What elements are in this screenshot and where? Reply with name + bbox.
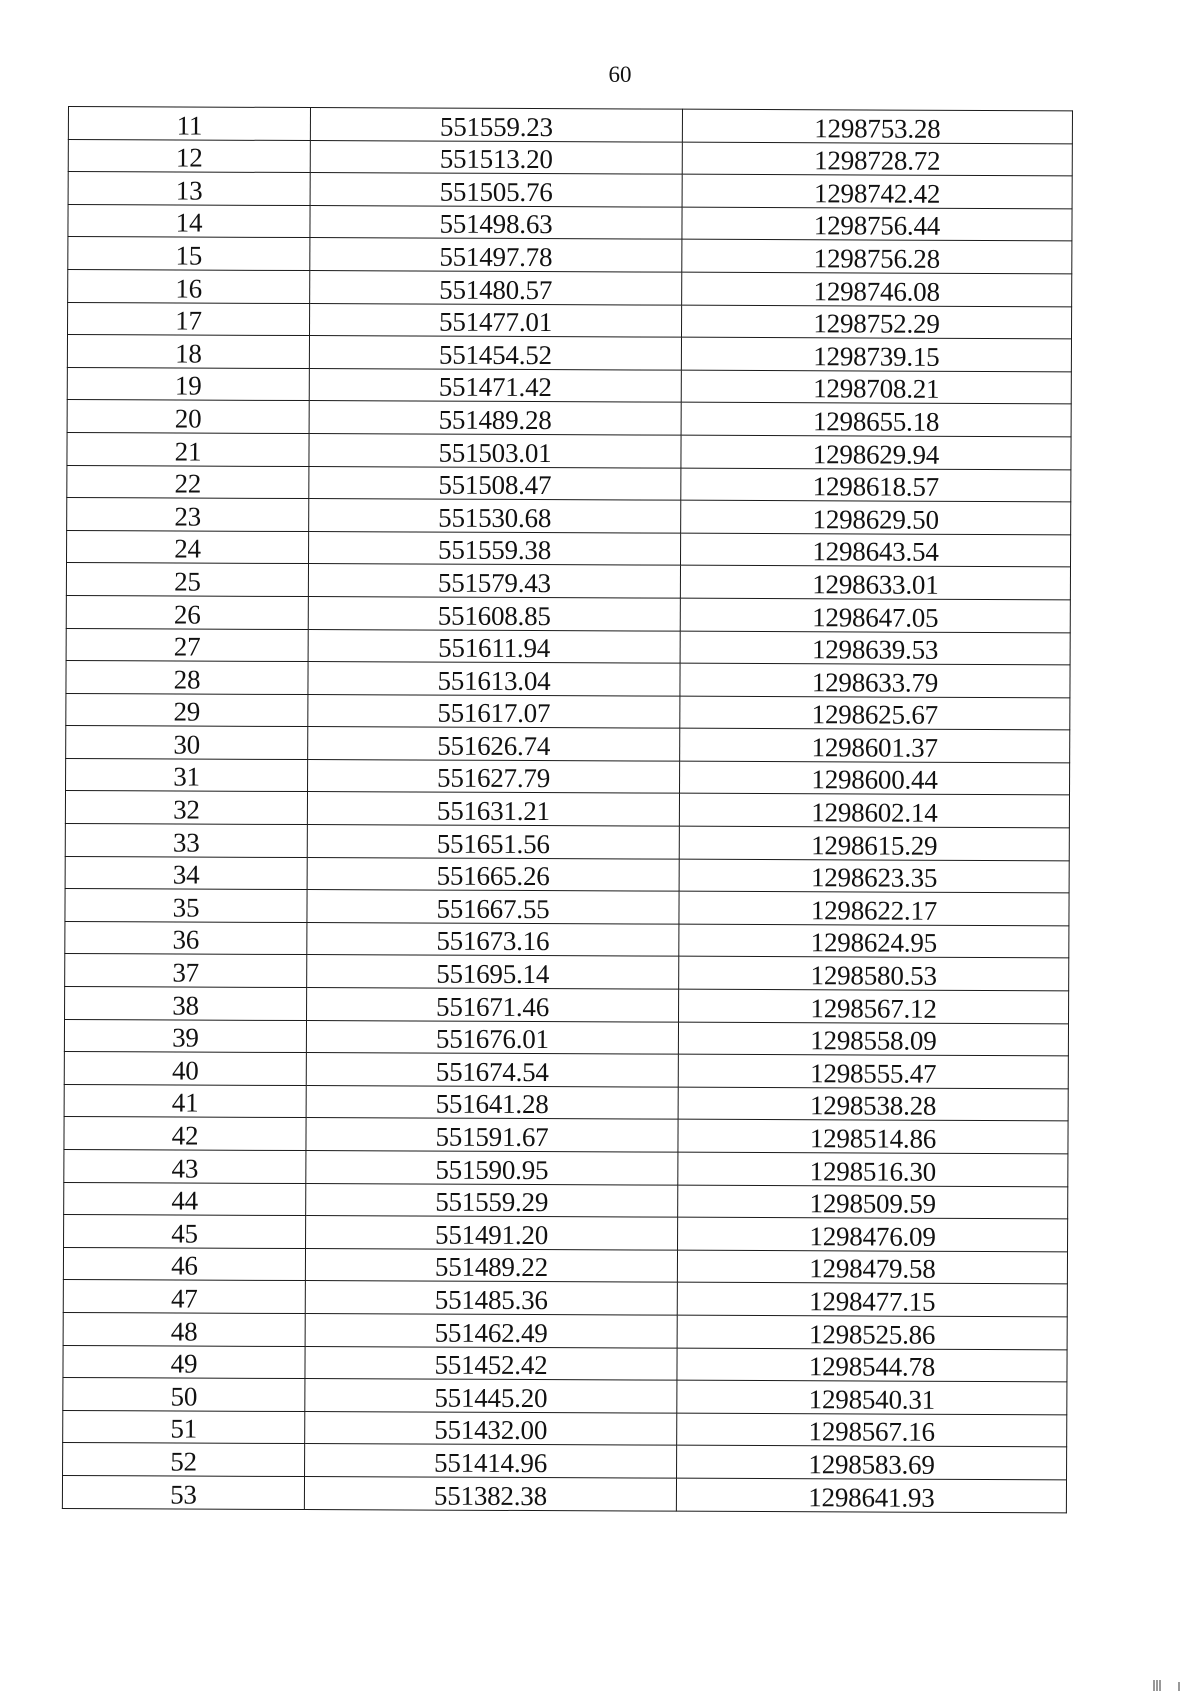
table-row: [64, 1117, 1068, 1154]
y-coordinate-cell: 1298618.57: [681, 468, 1071, 502]
x-coordinate-cell: 551513.20: [310, 140, 682, 174]
y-coordinate-cell: 1298752.29: [681, 305, 1071, 339]
point-number-cell: 23: [67, 498, 309, 532]
table-row: [64, 1215, 1068, 1252]
y-coordinate-cell: 1298601.37: [680, 728, 1070, 762]
y-coordinate-cell: 1298633.01: [680, 565, 1070, 599]
point-number-cell: 12: [68, 139, 310, 173]
x-coordinate-cell: 551673.16: [307, 922, 679, 956]
y-coordinate-cell: 1298708.21: [681, 370, 1071, 404]
x-coordinate-cell: 551608.85: [308, 596, 680, 630]
table-row: [68, 204, 1072, 241]
point-number-cell: 32: [65, 791, 307, 825]
table-row: [64, 1084, 1068, 1121]
point-number-cell: 53: [62, 1475, 304, 1509]
point-number-cell: 47: [63, 1280, 305, 1314]
y-coordinate-cell: 1298625.67: [680, 696, 1070, 730]
table-row: [65, 856, 1069, 893]
x-coordinate-cell: 551611.94: [308, 629, 680, 663]
point-number-cell: 16: [68, 269, 310, 303]
y-coordinate-cell: 1298514.86: [678, 1120, 1068, 1154]
x-coordinate-cell: 551382.38: [304, 1476, 676, 1510]
y-coordinate-cell: 1298567.12: [679, 989, 1069, 1023]
y-coordinate-cell: 1298555.47: [678, 1054, 1068, 1088]
y-coordinate-cell: 1298624.95: [679, 924, 1069, 958]
x-coordinate-cell: 551480.57: [310, 271, 682, 305]
table-row: [63, 1312, 1067, 1349]
point-number-cell: 43: [64, 1149, 306, 1183]
y-coordinate-cell: 1298525.86: [677, 1315, 1067, 1349]
table-row: [63, 1410, 1067, 1447]
table-row: [68, 237, 1072, 274]
point-number-cell: 49: [63, 1345, 305, 1379]
y-coordinate-cell: 1298746.08: [682, 272, 1072, 306]
y-coordinate-cell: 1298753.28: [682, 109, 1072, 143]
point-number-cell: 50: [63, 1378, 305, 1412]
table-row: [65, 921, 1069, 958]
point-number-cell: 14: [68, 204, 310, 238]
x-coordinate-cell: 551617.07: [308, 694, 680, 728]
x-coordinate-cell: 551631.21: [307, 792, 679, 826]
x-coordinate-cell: 551590.95: [306, 1151, 678, 1185]
y-coordinate-cell: 1298567.16: [677, 1413, 1067, 1447]
point-number-cell: 52: [63, 1443, 305, 1477]
y-coordinate-cell: 1298615.29: [679, 826, 1069, 860]
table-row: [63, 1378, 1067, 1415]
table-row: [68, 269, 1072, 306]
y-coordinate-cell: 1298641.93: [676, 1478, 1066, 1512]
table-row: [67, 335, 1071, 372]
table-row: [63, 1247, 1067, 1284]
x-coordinate-cell: 551508.47: [309, 466, 681, 500]
coordinates-table-body: [62, 107, 1072, 1513]
x-coordinate-cell: 551530.68: [309, 499, 681, 533]
table-row: [68, 302, 1072, 339]
point-number-cell: 21: [67, 432, 309, 466]
table-row: [68, 139, 1072, 176]
x-coordinate-cell: 551627.79: [308, 759, 680, 793]
table-row: [65, 824, 1069, 861]
y-coordinate-cell: 1298583.69: [677, 1446, 1067, 1480]
table-row: [67, 367, 1071, 404]
x-coordinate-cell: 551471.42: [309, 368, 681, 402]
scan-mark-icon: [1152, 1678, 1182, 1692]
table-row: [67, 465, 1071, 502]
table-row: [66, 595, 1070, 632]
point-number-cell: 48: [63, 1312, 305, 1346]
table-row: [65, 987, 1069, 1024]
y-coordinate-cell: 1298643.54: [681, 533, 1071, 567]
x-coordinate-cell: 551559.38: [309, 531, 681, 565]
x-coordinate-cell: 551445.20: [305, 1379, 677, 1413]
y-coordinate-cell: 1298647.05: [680, 598, 1070, 632]
x-coordinate-cell: 551667.55: [307, 890, 679, 924]
y-coordinate-cell: 1298622.17: [679, 891, 1069, 925]
y-coordinate-cell: 1298509.59: [678, 1185, 1068, 1219]
point-number-cell: 24: [67, 530, 309, 564]
x-coordinate-cell: 551489.22: [305, 1248, 677, 1282]
table-row: [64, 1149, 1068, 1186]
table-row: [67, 400, 1071, 437]
y-coordinate-cell: 1298623.35: [679, 859, 1069, 893]
x-coordinate-cell: 551674.54: [306, 1053, 678, 1087]
table-row: [64, 1182, 1068, 1219]
y-coordinate-cell: 1298516.30: [678, 1152, 1068, 1186]
x-coordinate-cell: 551641.28: [306, 1085, 678, 1119]
point-number-cell: 31: [66, 758, 308, 792]
point-number-cell: 46: [63, 1247, 305, 1281]
point-number-cell: 17: [68, 302, 310, 336]
point-number-cell: 42: [64, 1117, 306, 1151]
x-coordinate-cell: 551477.01: [310, 303, 682, 337]
y-coordinate-cell: 1298756.28: [682, 240, 1072, 274]
y-coordinate-cell: 1298655.18: [681, 403, 1071, 437]
table-row: [63, 1345, 1067, 1382]
point-number-cell: 38: [65, 987, 307, 1021]
y-coordinate-cell: 1298479.58: [677, 1250, 1067, 1284]
point-number-cell: 18: [67, 335, 309, 369]
y-coordinate-cell: 1298602.14: [679, 794, 1069, 828]
point-number-cell: 39: [64, 1019, 306, 1053]
table-row: [64, 1019, 1068, 1056]
point-number-cell: 41: [64, 1084, 306, 1118]
y-coordinate-cell: 1298600.44: [680, 761, 1070, 795]
table-row: [66, 758, 1070, 795]
y-coordinate-cell: 1298739.15: [681, 337, 1071, 371]
y-coordinate-cell: 1298580.53: [679, 957, 1069, 991]
table-row: [65, 791, 1069, 828]
point-number-cell: 11: [68, 107, 310, 141]
point-number-cell: 33: [65, 824, 307, 858]
y-coordinate-cell: 1298639.53: [680, 631, 1070, 665]
point-number-cell: 37: [65, 954, 307, 988]
y-coordinate-cell: 1298742.42: [682, 174, 1072, 208]
y-coordinate-cell: 1298756.44: [682, 207, 1072, 241]
table-row: [66, 693, 1070, 730]
y-coordinate-cell: 1298629.50: [681, 500, 1071, 534]
x-coordinate-cell: 551579.43: [308, 564, 680, 598]
x-coordinate-cell: 551432.00: [305, 1411, 677, 1445]
point-number-cell: 20: [67, 400, 309, 434]
table-row: [67, 498, 1071, 535]
x-coordinate-cell: 551665.26: [307, 857, 679, 891]
x-coordinate-cell: 551671.46: [307, 988, 679, 1022]
table-row: [65, 889, 1069, 926]
point-number-cell: 29: [66, 693, 308, 727]
x-coordinate-cell: 551454.52: [309, 336, 681, 370]
x-coordinate-cell: 551613.04: [308, 662, 680, 696]
table-row: [63, 1443, 1067, 1480]
page-number: 60: [608, 62, 632, 87]
y-coordinate-cell: 1298538.28: [678, 1087, 1068, 1121]
x-coordinate-cell: 551676.01: [306, 1020, 678, 1054]
point-number-cell: 44: [64, 1182, 306, 1216]
x-coordinate-cell: 551591.67: [306, 1118, 678, 1152]
table-row: [62, 1475, 1066, 1512]
table-row: [66, 661, 1070, 698]
x-coordinate-cell: 551626.74: [308, 727, 680, 761]
x-coordinate-cell: 551491.20: [306, 1216, 678, 1250]
point-number-cell: 26: [66, 595, 308, 629]
point-number-cell: 40: [64, 1052, 306, 1086]
table-row: [65, 954, 1069, 991]
point-number-cell: 27: [66, 628, 308, 662]
x-coordinate-cell: 551452.42: [305, 1346, 677, 1380]
point-number-cell: 51: [63, 1410, 305, 1444]
y-coordinate-cell: 1298544.78: [677, 1348, 1067, 1382]
y-coordinate-cell: 1298477.15: [677, 1283, 1067, 1317]
table-row: [66, 563, 1070, 600]
table-row: [63, 1280, 1067, 1317]
x-coordinate-cell: 551651.56: [307, 825, 679, 859]
y-coordinate-cell: 1298728.72: [682, 142, 1072, 176]
x-coordinate-cell: 551505.76: [310, 173, 682, 207]
point-number-cell: 25: [66, 563, 308, 597]
point-number-cell: 35: [65, 889, 307, 923]
x-coordinate-cell: 551498.63: [310, 205, 682, 239]
x-coordinate-cell: 551414.96: [305, 1444, 677, 1478]
table-row: [68, 107, 1072, 144]
x-coordinate-cell: 551489.28: [309, 401, 681, 435]
x-coordinate-cell: 551695.14: [307, 955, 679, 989]
point-number-cell: 36: [65, 921, 307, 955]
x-coordinate-cell: 551497.78: [310, 238, 682, 272]
table-row: [67, 530, 1071, 567]
table-row: [64, 1052, 1068, 1089]
x-coordinate-cell: 551485.36: [305, 1281, 677, 1315]
x-coordinate-cell: 551503.01: [309, 433, 681, 467]
table-row: [66, 726, 1070, 763]
x-coordinate-cell: 551462.49: [305, 1314, 677, 1348]
point-number-cell: 15: [68, 237, 310, 271]
y-coordinate-cell: 1298629.94: [681, 435, 1071, 469]
table-row: [66, 628, 1070, 665]
point-number-cell: 34: [65, 856, 307, 890]
point-number-cell: 28: [66, 661, 308, 695]
x-coordinate-cell: 551559.23: [310, 108, 682, 142]
point-number-cell: 13: [68, 172, 310, 206]
x-coordinate-cell: 551559.29: [306, 1183, 678, 1217]
y-coordinate-cell: 1298633.79: [680, 663, 1070, 697]
point-number-cell: 22: [67, 465, 309, 499]
table-row: [68, 172, 1072, 209]
point-number-cell: 30: [66, 726, 308, 760]
scan-corner-mark: [1152, 1678, 1182, 1695]
y-coordinate-cell: 1298540.31: [677, 1380, 1067, 1414]
y-coordinate-cell: 1298558.09: [678, 1022, 1068, 1056]
point-number-cell: 45: [64, 1215, 306, 1249]
coordinates-table: [62, 106, 1073, 1513]
y-coordinate-cell: 1298476.09: [678, 1217, 1068, 1251]
table-row: [67, 432, 1071, 469]
point-number-cell: 19: [67, 367, 309, 401]
